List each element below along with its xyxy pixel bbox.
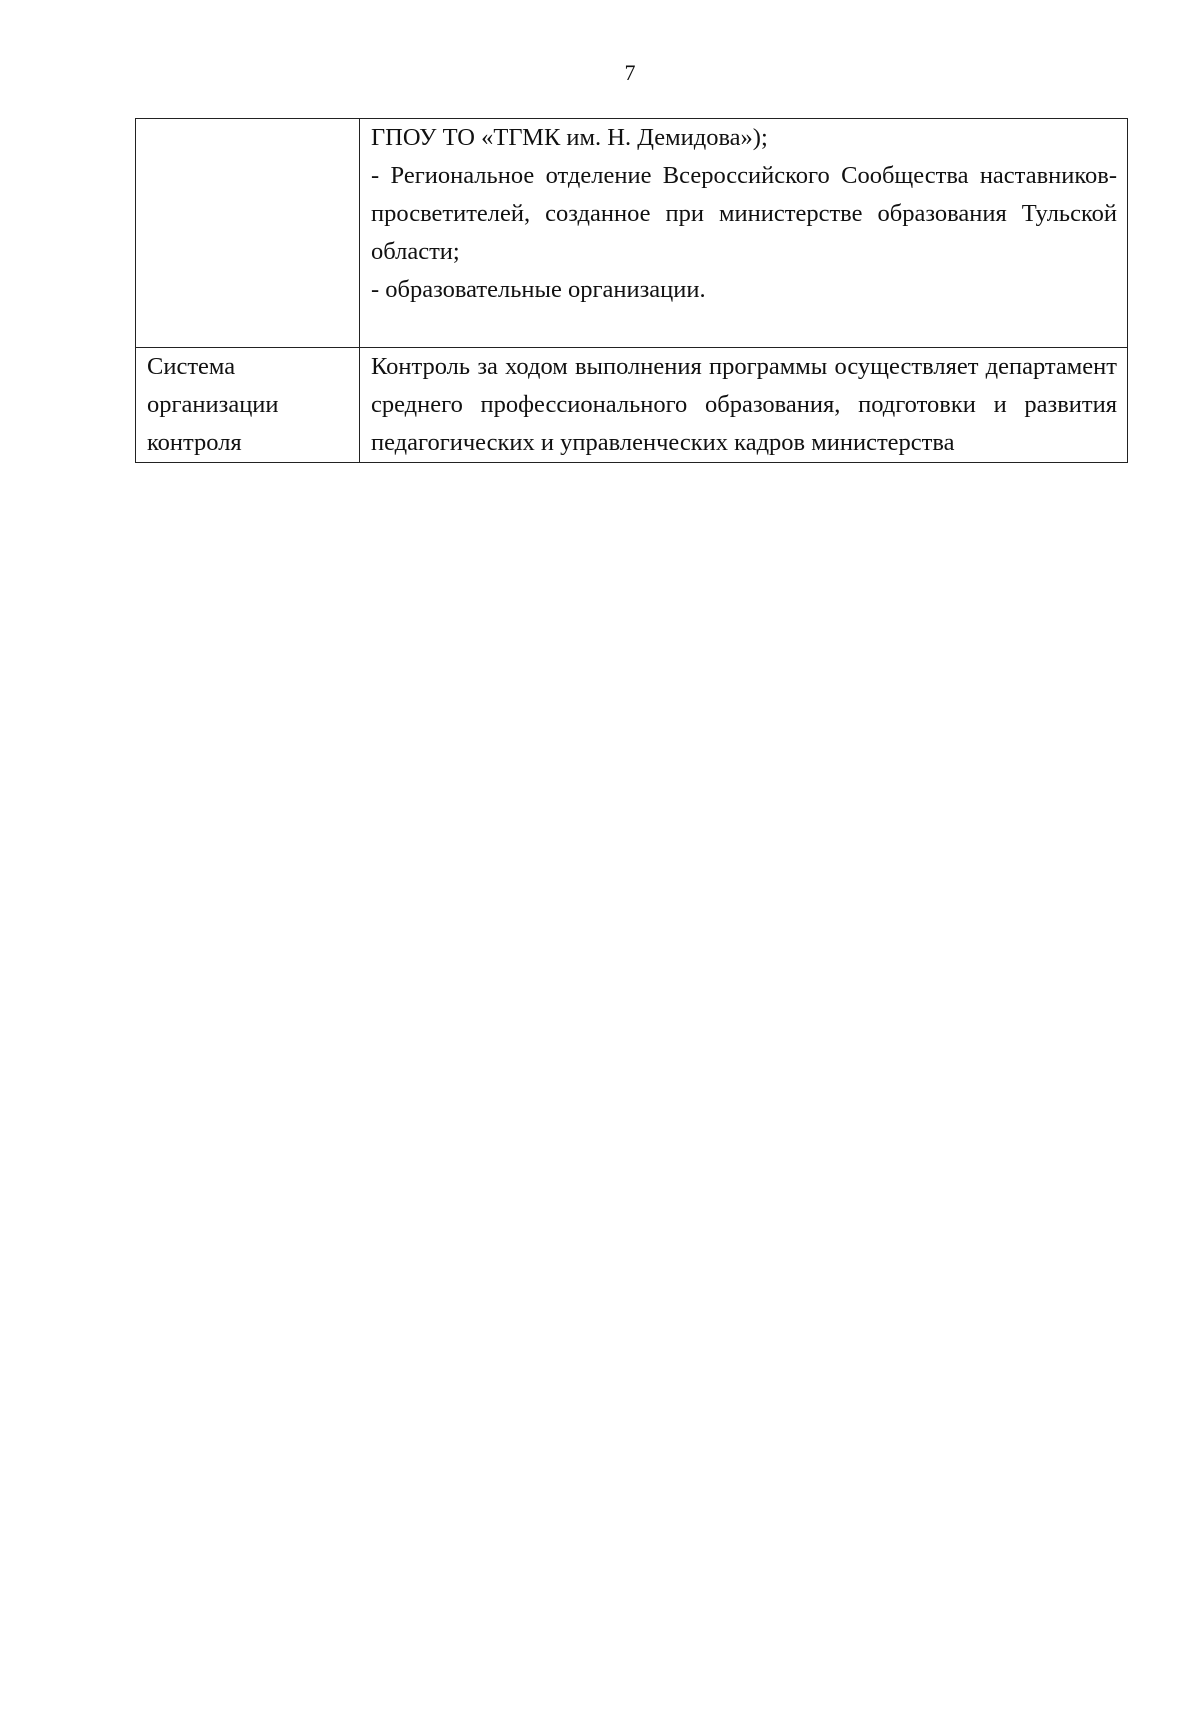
list-item: - Региональное отделение Всероссийского Сообщества наставников-просветителей, созданное при министерстве образования Тульской области; [371, 162, 1117, 265]
table-row [136, 119, 1128, 348]
continuation-line: ГПОУ ТО «ТГМК им. Н. Демидова»); [371, 124, 768, 151]
table-cell-content [360, 119, 1128, 348]
label-line: Система [147, 353, 236, 380]
table-cell-label [136, 348, 360, 463]
table-cell-content [360, 348, 1128, 463]
label-line: контроля [147, 429, 242, 456]
document-table [135, 118, 1128, 463]
table-row [136, 348, 1128, 463]
table-cell-label [136, 119, 360, 348]
control-description: Контроль за ходом выполнения программы осуществляет департамент среднего профессионального образования, подготовки и развития педагогических и управленческих кадров министерства [371, 353, 1117, 456]
label-line: организации [147, 391, 279, 418]
list-item: - образовательные организации. [371, 276, 706, 303]
page-number: 7 [624, 60, 636, 85]
